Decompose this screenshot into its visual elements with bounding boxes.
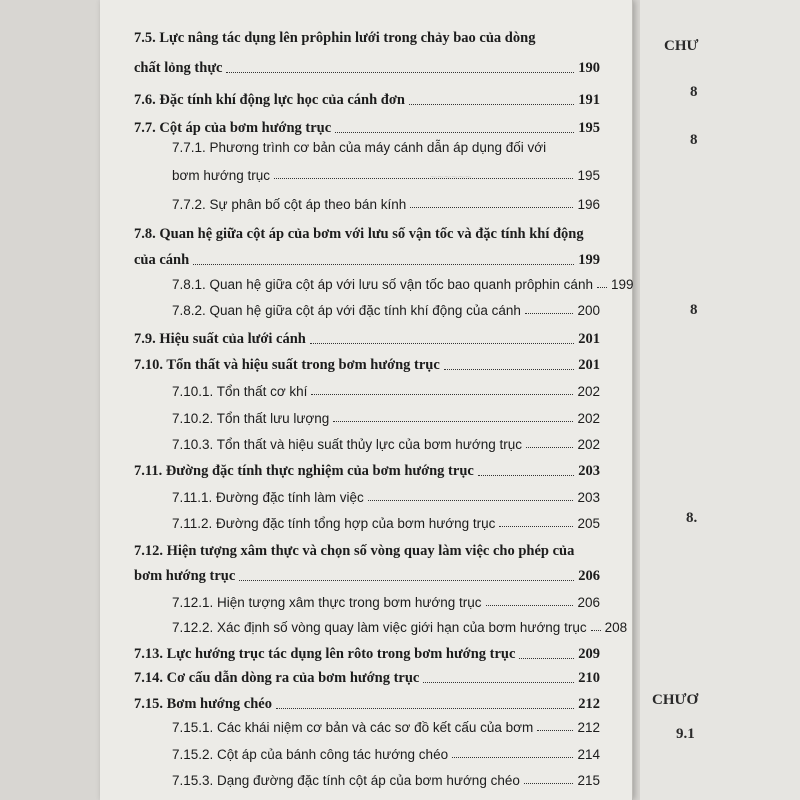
- dot-leader: [368, 500, 574, 501]
- toc-page-number: 199: [578, 252, 600, 268]
- toc-entry-title: 7.7. Cột áp của bơm hướng trục: [134, 120, 332, 136]
- toc-entry-title: 7.11.1. Đường đặc tính làm việc: [172, 490, 364, 505]
- toc-entry-title: 7.6. Đặc tính khí động lực học của cánh đơn: [134, 92, 405, 108]
- dot-leader: [524, 783, 574, 784]
- toc-entry-title: 7.10.2. Tổn thất lưu lượng: [172, 411, 330, 426]
- toc-subentry: [172, 720, 600, 735]
- dot-leader: [311, 394, 573, 395]
- toc-page-number: 202: [577, 437, 600, 452]
- right-page-heading: CHƯ: [664, 38, 699, 54]
- toc-subentry: [172, 168, 600, 183]
- toc-subentry: [172, 773, 600, 788]
- toc-page-number: 190: [578, 60, 600, 76]
- toc-entry-title: 7.9. Hiệu suất của lưới cánh: [134, 331, 306, 347]
- toc-entry: [134, 357, 600, 374]
- dot-leader: [193, 264, 574, 265]
- dot-leader: [239, 580, 574, 581]
- toc-subentry: [172, 747, 600, 762]
- toc-entry-title: 7.12. Hiện tượng xâm thực và chọn số vòng quay làm việc cho phép của: [134, 543, 575, 559]
- toc-entry-title: 7.14. Cơ cấu dẫn dòng ra của bơm hướng trục: [134, 670, 420, 686]
- toc-entry: [134, 30, 537, 47]
- dot-leader: [310, 343, 574, 344]
- dot-leader: [525, 313, 574, 314]
- toc-page-number: 215: [577, 773, 600, 788]
- dot-leader: [537, 730, 573, 731]
- toc-subentry: [172, 140, 548, 155]
- toc-entry: [134, 92, 600, 109]
- toc-entry: [134, 463, 600, 480]
- toc-page-number: 200: [577, 303, 600, 318]
- toc-entry-title: 7.7.2. Sự phân bố cột áp theo bán kính: [172, 197, 407, 212]
- table-of-contents: [100, 0, 632, 800]
- toc-page-number: 206: [577, 595, 600, 610]
- toc-entry-title: 7.8.1. Quan hệ giữa cột áp với lưu số vận tốc bao quanh prôphin cánh: [172, 277, 593, 292]
- toc-subentry: [172, 277, 634, 292]
- toc-entry: [134, 252, 600, 269]
- toc-entry-title: 7.11. Đường đặc tính thực nghiệm của bơm hướng trục: [134, 463, 474, 479]
- toc-subentry: [172, 384, 600, 399]
- toc-entry: [134, 120, 600, 137]
- toc-entry-title: 7.11.2. Đường đặc tính tổng hợp của bơm hướng trục: [172, 516, 496, 531]
- toc-page-number: 212: [577, 720, 600, 735]
- toc-subentry: [172, 411, 600, 426]
- toc-entry-title: 7.15.1. Các khái niệm cơ bản và các sơ đồ kết cấu của bơm: [172, 720, 534, 735]
- toc-subentry: [172, 595, 600, 610]
- toc-entry: [134, 543, 576, 560]
- dot-leader: [423, 682, 574, 683]
- dot-leader: [335, 132, 574, 133]
- toc-entry-title: 7.12.1. Hiện tượng xâm thực trong bơm hướng trục: [172, 595, 482, 610]
- toc-subentry: [172, 437, 600, 452]
- dot-leader: [597, 287, 607, 288]
- toc-entry-title: bơm hướng trục: [172, 168, 271, 183]
- dot-leader: [276, 708, 574, 709]
- book-page-left: [100, 0, 633, 800]
- toc-entry: [134, 646, 600, 663]
- dot-leader: [410, 207, 573, 208]
- toc-page-number: 203: [578, 463, 600, 479]
- toc-entry-title: chất lỏng thực: [134, 60, 223, 76]
- dot-leader: [499, 526, 573, 527]
- toc-entry-title: 7.15.2. Cột áp của bánh công tác hướng chéo: [172, 747, 449, 762]
- right-page-heading: CHƯƠ: [652, 692, 699, 708]
- toc-entry-title: 7.13. Lực hướng trục tác dụng lên rôto trong bơm hướng trục: [134, 646, 516, 662]
- toc-subentry: [172, 197, 600, 212]
- toc-entry: [134, 60, 600, 77]
- toc-entry: [134, 331, 600, 348]
- toc-page-number: 203: [577, 490, 600, 505]
- toc-page-number: 208: [604, 620, 628, 635]
- toc-page-number: 205: [577, 516, 600, 531]
- toc-subentry: [172, 620, 628, 635]
- toc-page-number: 191: [578, 92, 600, 108]
- book-page-right: [640, 0, 800, 800]
- toc-page-number: 202: [577, 411, 600, 426]
- dot-leader: [226, 72, 574, 73]
- toc-entry-title: 7.10.3. Tổn thất và hiệu suất thủy lực của bơm hướng trục: [172, 437, 522, 452]
- toc-entry: [134, 670, 600, 687]
- toc-entry-title: 7.15.3. Dạng đường đặc tính cột áp của bơm hướng chéo: [172, 773, 520, 788]
- toc-page-number: 209: [578, 646, 600, 662]
- toc-entry-title: của cánh: [134, 252, 190, 268]
- toc-page-number: 195: [578, 120, 600, 136]
- right-page-item: 8: [690, 302, 698, 318]
- dot-leader: [452, 757, 573, 758]
- toc-entry: [134, 226, 586, 243]
- show-through-text: ~~~~~~: [430, 170, 473, 184]
- toc-entry: [134, 696, 600, 713]
- toc-page-number: 201: [578, 357, 600, 373]
- toc-entry-title: bơm hướng trục: [134, 568, 236, 584]
- toc-page-number: 199: [610, 277, 634, 292]
- right-page-item: 8.: [686, 510, 698, 526]
- right-page-item: 8: [690, 84, 698, 100]
- toc-entry-title: 7.8. Quan hệ giữa cột áp của bơm với lưu số vận tốc và đặc tính khí động: [134, 226, 584, 242]
- toc-subentry: [172, 303, 600, 318]
- toc-page-number: 214: [577, 747, 600, 762]
- toc-entry-title: 7.10. Tổn thất và hiệu suất trong bơm hướng trục: [134, 357, 440, 373]
- toc-entry-title: 7.5. Lực nâng tác dụng lên prôphin lưới trong chảy bao của dòng: [134, 30, 536, 46]
- dot-leader: [591, 630, 601, 631]
- dot-leader: [333, 421, 573, 422]
- dot-leader: [519, 658, 574, 659]
- dot-leader: [486, 605, 574, 606]
- toc-entry: [134, 568, 600, 585]
- dot-leader: [444, 369, 574, 370]
- toc-page-number: 196: [577, 197, 600, 212]
- toc-page-number: 212: [578, 696, 600, 712]
- toc-subentry: [172, 516, 600, 531]
- toc-entry-title: 7.15. Bơm hướng chéo: [134, 696, 272, 712]
- toc-subentry: [172, 490, 600, 505]
- toc-page-number: 201: [578, 331, 600, 347]
- dot-leader: [526, 447, 573, 448]
- dot-leader: [478, 475, 574, 476]
- toc-entry-title: 7.12.2. Xác định số vòng quay làm việc giới hạn của bơm hướng trục: [172, 620, 587, 635]
- toc-page-number: 195: [577, 168, 600, 183]
- dot-leader: [409, 104, 574, 105]
- toc-entry-title: 7.8.2. Quan hệ giữa cột áp với đặc tính khí động của cánh: [172, 303, 521, 318]
- toc-page-number: 206: [578, 568, 600, 584]
- toc-entry-title: 7.7.1. Phương trình cơ bản của máy cánh dẫn áp dụng đối với: [172, 140, 547, 155]
- toc-page-number: 202: [577, 384, 600, 399]
- right-page-item: 8: [690, 132, 698, 148]
- toc-page-number: 210: [578, 670, 600, 686]
- toc-entry-title: 7.10.1. Tổn thất cơ khí: [172, 384, 308, 399]
- right-page-item: 9.1: [676, 726, 695, 742]
- dot-leader: [274, 178, 573, 179]
